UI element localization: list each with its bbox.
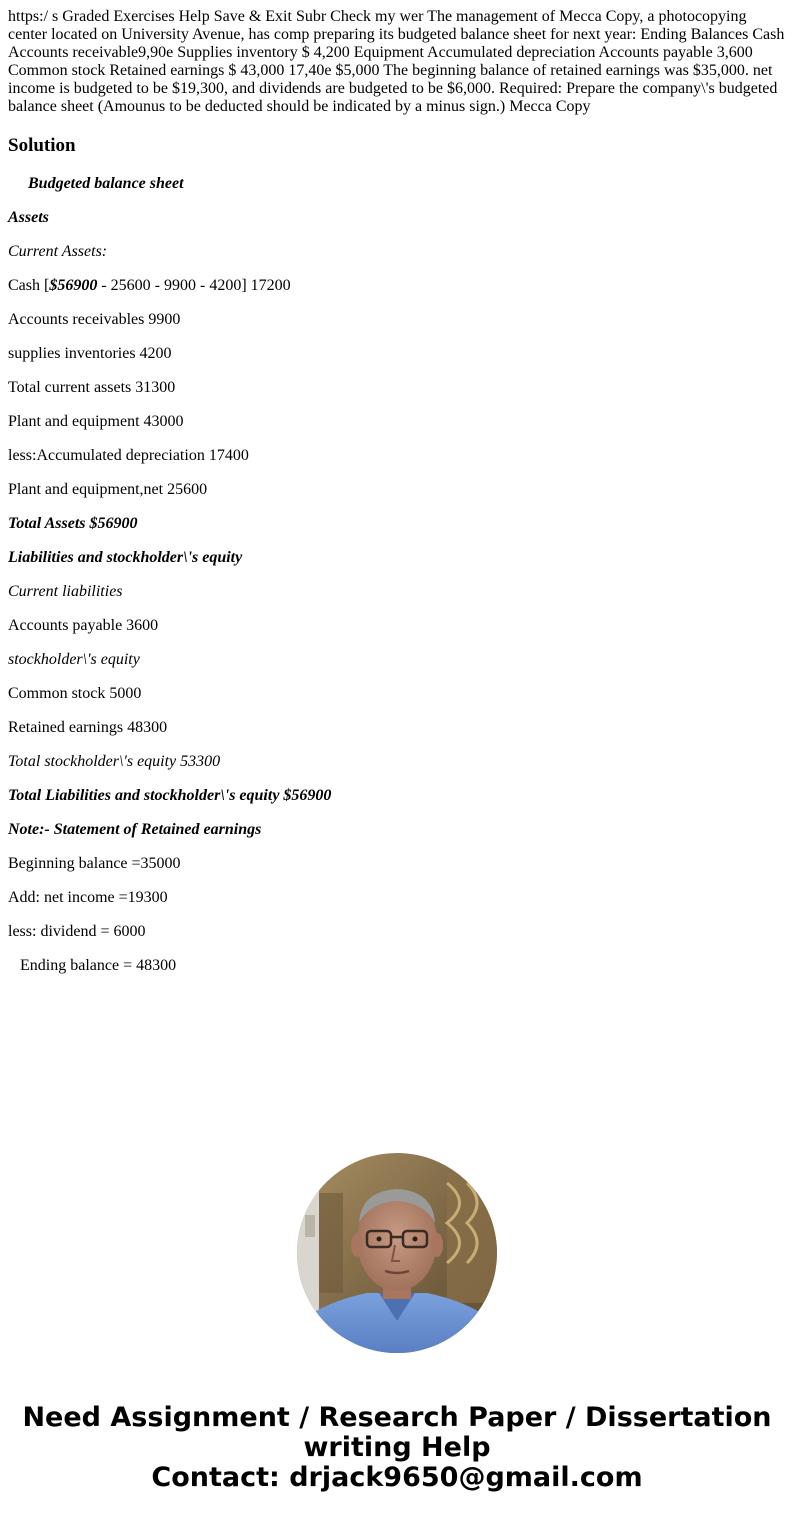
total-current-assets-line: Total current assets 31300: [8, 379, 176, 396]
cash-total-assets: $56900: [49, 277, 98, 294]
cash-suffix: - 25600 - 9900 - 4200] 17200: [97, 277, 291, 294]
accumulated-depreciation-line: less:Accumulated depreciation 17400: [8, 447, 249, 464]
total-assets-line: Total Assets $56900: [8, 515, 138, 532]
total-stockholders-equity-line: Total stockholder\'s equity 53300: [8, 753, 221, 770]
solution-heading: Solution: [8, 135, 76, 156]
retained-earnings-line: Retained earnings 48300: [8, 719, 168, 736]
total-liabilities-equity-line: Total Liabilities and stockholder\'s equity $56900: [8, 787, 332, 804]
problem-statement: https:/ s Graded Exercises Help Save & Exit Subr Check my wer The management of Mecca Copy, a photocopying center located on University Avenue, has comp preparing its budgeted balance sheet for next year: Ending Balances Cash Accounts receivable9,90e Supplies inventory $ 4,200 Equipment Accumulated depreciation Accounts payable 3,600 Common stock Retained earnings $ 43,000 17,40e $5,000 The beginning balance of retained earnings was $35,000. net income is budgeted to be $19,300, and dividends are budgeted to be $6,000. Required: Prepare the company\'s budgeted balance sheet (Amounus to be deducted should be indicated by a minus sign.) Mecca Copy: [8, 8, 785, 115]
balance-sheet-title-text: Budgeted balance sheet: [28, 175, 184, 192]
promo-banner: [0, 1403, 794, 1493]
document-content: [8, 8, 786, 976]
common-stock-line: Common stock 5000: [8, 685, 142, 702]
dividend-line: less: dividend = 6000: [8, 923, 146, 940]
avatar-portrait-image: [297, 1153, 497, 1353]
balance-sheet-title: [8, 174, 786, 194]
current-assets-heading: Current Assets:: [8, 243, 108, 260]
cash-prefix: Cash [: [8, 277, 50, 294]
promo-contact-line: Contact: drjack9650@gmail.com: [151, 1462, 643, 1493]
assets-heading: [8, 208, 786, 228]
avatar: [297, 1153, 497, 1353]
accounts-payable-line: Accounts payable 3600: [8, 617, 159, 634]
stockholders-equity-heading: stockholder\'s equity: [8, 651, 140, 668]
liabilities-equity-heading: Liabilities and stockholder\'s equity: [8, 549, 243, 566]
plant-equipment-line: Plant and equipment 43000: [8, 413, 184, 430]
assets-heading-text: Assets: [8, 209, 49, 226]
supplies-inventories-line: supplies inventories 4200: [8, 345, 172, 362]
cash-line: [8, 276, 786, 296]
promo-line-2: writing Help: [303, 1432, 491, 1463]
accounts-receivables-line: Accounts receivables 9900: [8, 311, 181, 328]
plant-equipment-net-line: Plant and equipment,net 25600: [8, 481, 208, 498]
current-liabilities-heading: Current liabilities: [8, 583, 123, 600]
retained-earnings-note-heading: Note:- Statement of Retained earnings: [8, 821, 262, 838]
promo-line-1: Need Assignment / Research Paper / Dissertation: [22, 1402, 772, 1433]
net-income-line: Add: net income =19300: [8, 889, 168, 906]
beginning-balance-line: Beginning balance =35000: [8, 855, 181, 872]
ending-balance-line: Ending balance = 48300: [20, 957, 177, 974]
